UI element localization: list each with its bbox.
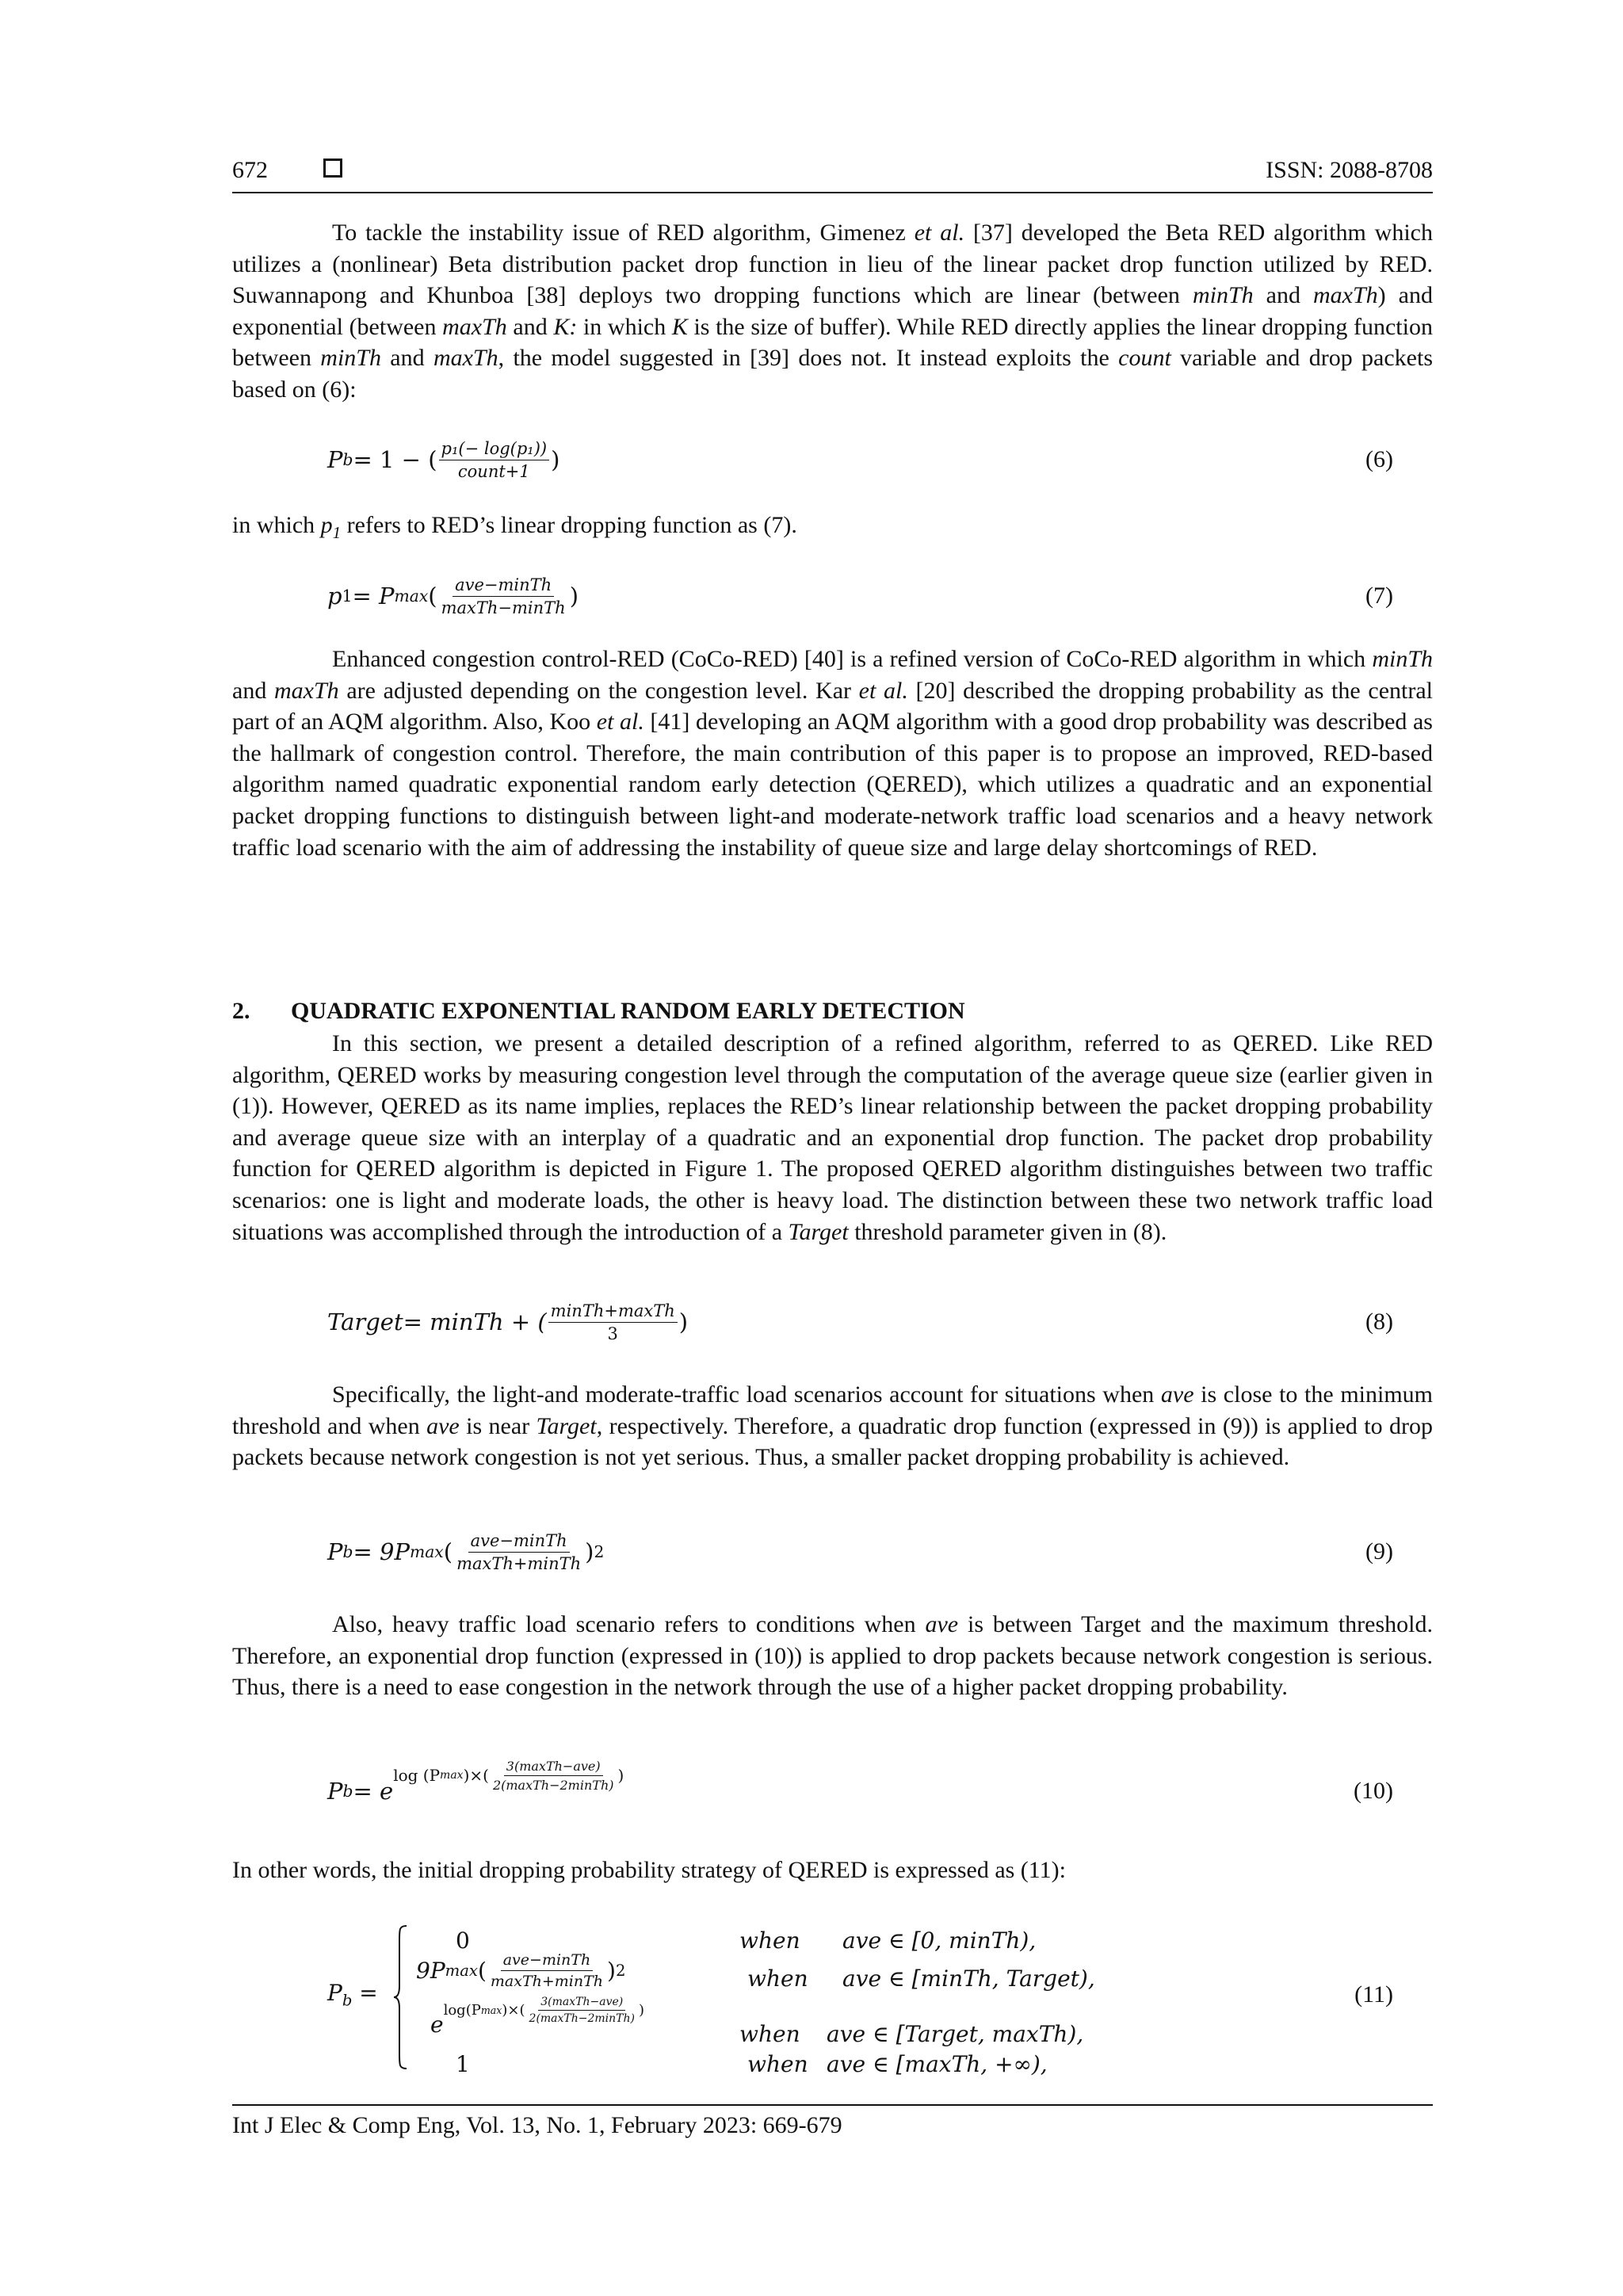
footer-citation: Int J Elec & Comp Eng, Vol. 13, No. 1, February 2023: 669-679 (232, 2112, 842, 2138)
piecewise-row-2: 9P max ( $\frac{\text{ave−minTh}}{\text{maxTh+minTh}}$ ) 2 when ave ∈ [minTh, Target), (416, 1951, 1095, 1992)
piecewise-row-1: 0 when ave ∈ [0, minTh), (456, 1927, 1037, 1954)
equation-number: (7) (1365, 583, 1393, 609)
fraction: $\frac{\text{ave−minTh}}{\text{maxTh−minTh}}$ (441, 575, 566, 617)
equation-7: p 1 = P max ( $\frac{\text{ave−minTh}}{\text{maxTh−minTh}}$ ) (7) (232, 564, 1433, 628)
piecewise-row-4: 1 when ave ∈ [maxTh, +∞), (456, 2051, 1048, 2077)
equation-number: (9) (1365, 1538, 1393, 1564)
piecewise-lhs: $P_b$ = (327, 1980, 378, 2010)
fraction: $\frac{\text{ave−minTh}}{\text{maxTh+minTh}}$ (490, 1951, 604, 1990)
equation-11 (232, 1918, 1433, 2076)
exponent: log (P max )×( $\frac{\text{3(maxTh−ave)}}{\text{2(maxTh−2minTh)}}$ ) (393, 1758, 624, 1793)
equation-6: P b = 1 − ( $\frac{\text{p₁(− log(p₁))}}{\text{count+1}}$ ) (6) (232, 428, 1433, 491)
square-bullet-icon (323, 159, 342, 178)
footer-rule (232, 2104, 1433, 2106)
paragraph-7: In other words, the initial dropping probability strategy of QERED is expressed as (11): (232, 1857, 1067, 1883)
equation-number: (11) (1354, 1981, 1393, 2008)
equation-number: (8) (1365, 1308, 1393, 1335)
section-heading: 2. QUADRATIC EXPONENTIAL RANDOM EARLY DETECTION (232, 998, 965, 1024)
page-number: 672 (232, 157, 268, 183)
issn-label: ISSN: 2088-8708 (1266, 157, 1433, 183)
fraction: $\frac{\text{3(maxTh−ave)}}{\text{2(maxTh−2minTh)}}$ (529, 1996, 635, 2025)
equation-10: P b = e log (P max )×( $\frac{\text{3(maxTh−ave)}}{\text{2(maxTh−2minTh)}}$ ) (10) (232, 1759, 1433, 1823)
paragraph-5: Specifically, the light-and moderate-traffic load scenarios account for situations when ave is close to the minimum threshold and when ave is near Target, respectively. Therefore, a quadratic drop function (expressed in (9)) is applied to drop packets because network congestion is not yet serious. Thus, a smaller packet dropping probability is achieved. (232, 1381, 1433, 1471)
paragraph-6: Also, heavy traffic load scenario refers to conditions when ave is between Target and the maximum threshold. Therefore, an exponential drop function (expressed in (10)) is applied to drop packets because network congestion is serious. Thus, there is a need to ease congestion in the network through the use of a higher packet dropping probability. (232, 1611, 1433, 1701)
paragraph-2: in which $p_1$ refers to RED’s linear dropping function as (7). (232, 512, 797, 542)
header-rule (232, 192, 1433, 193)
fraction: $\frac{\text{minTh+maxTh}}{3}$ (548, 1301, 678, 1343)
page-header (232, 152, 1433, 192)
fraction: $\frac{\text{ave−minTh}}{\text{maxTh+minTh}}$ (456, 1530, 582, 1573)
fraction: $\frac{\text{3(maxTh−ave)}}{\text{2(maxTh−2minTh)}}$ (492, 1758, 614, 1793)
equation-number: (10) (1354, 1778, 1393, 1804)
piecewise-row-3: e log(P max )×( $\frac{\text{3(maxTh−ave)}}{\text{2(maxTh−2minTh)}}$ ) when ave ∈ [Target, maxTh), (430, 1996, 1084, 2047)
paragraph-1: To tackle the instability issue of RED algorithm, Gimenez et al. [37] developed the Beta RED algorithm which utilizes a (nonlinear) Beta distribution packet drop function in lieu of the linear packet drop function utilized by RED. Suwannapong and Khunboa [38] deploys two dropping functions which are linear (between minTh and maxTh) and exponential (between maxTh and K: in which K is the size of buffer). While RED directly applies the linear dropping function between minTh and maxTh, the model suggested in [39] does not. It instead exploits the count variable and drop packets based on (6): (232, 220, 1433, 403)
equation-9: P b = 9P max ( $\frac{\text{ave−minTh}}{\text{maxTh+minTh}}$ ) 2 (9) (232, 1520, 1433, 1584)
paragraph-3: Enhanced congestion control-RED (CoCo-RED) [40] is a refined version of CoCo-RED algorithm in which minTh and maxTh are adjusted depending on the congestion level. Kar et al. [20] described the dropping probability as the central part of an AQM algorithm. Also, Koo et al. [41] developing an AQM algorithm with a good drop probability was described as the hallmark of congestion control. Therefore, the main contribution of this paper is to propose an improved, RED-based algorithm named quadratic exponential random early detection (QERED), which utilizes a quadratic and an exponential packet dropping functions to distinguish between light-and moderate-network traffic load scenarios and a heavy network traffic load scenario with the aim of addressing the instability of queue size and large delay shortcomings of RED. (232, 646, 1433, 861)
fraction: $\frac{\text{p₁(− log(p₁))}}{\text{count+1}}$ (439, 439, 550, 481)
paragraph-4: In this section, we present a detailed description of a refined algorithm, referred to as QERED. Like RED algorithm, QERED works by measuring congestion level through the computation of the average queue size (earlier given in (1)). However, QERED as its name implies, replaces the RED’s linear relationship between the packet dropping probability and average queue size with an interplay of a quadratic and an exponential drop function. The packet drop probability function for QERED algorithm is depicted in Figure 1. The proposed QERED algorithm distinguishes between two traffic scenarios: one is light and moderate loads, the other is heavy load. The distinction between these two network traffic load situations was accomplished through the introduction of a Target threshold parameter given in (8). (232, 1030, 1433, 1245)
equation-8: Target = minTh + ( $\frac{\text{minTh+maxTh}}{3}$ ) (8) (232, 1290, 1433, 1354)
equation-number: (6) (1365, 446, 1393, 472)
